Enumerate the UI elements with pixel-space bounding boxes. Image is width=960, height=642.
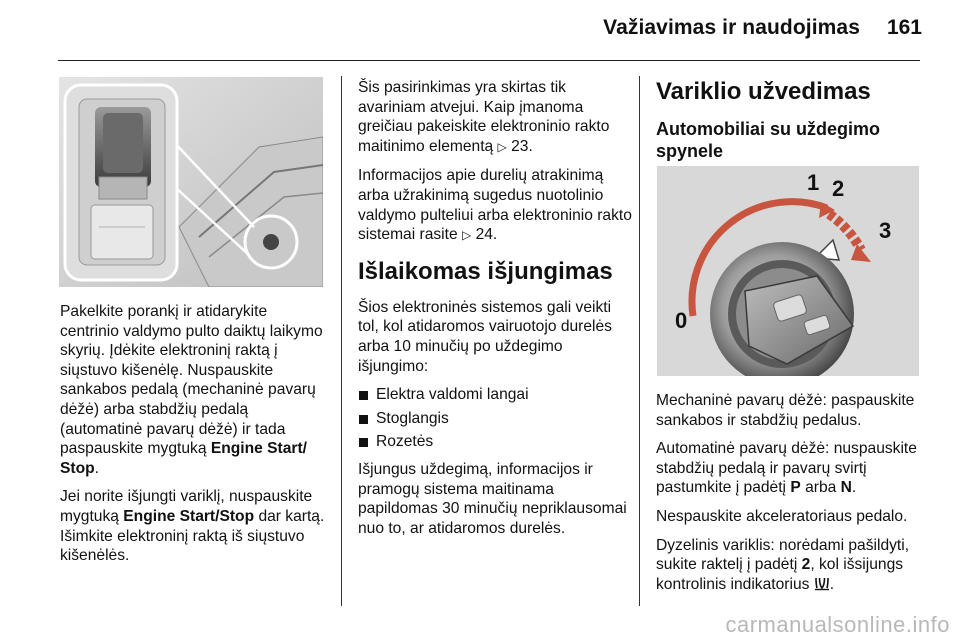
diesel-text-end: . [829, 575, 835, 593]
or-text: arba [800, 479, 841, 497]
retained-power-paragraph: Šios elektroninės sistemos gali veikti tol, kol atidaromos vairuotojo durelės arba 10 minučių po uždegimo išjungimo: [358, 298, 612, 375]
gear-p-label: P [790, 479, 801, 497]
insert-key-text-end: . [94, 459, 99, 477]
right-column [656, 78, 922, 172]
watermark: carmanualsonline.info [725, 612, 950, 637]
key-pocket-illustration [59, 77, 323, 287]
reference-arrow-icon: ▷ [462, 228, 472, 243]
ignition-positions-figure [657, 166, 919, 376]
engine-start-heading: Variklio užvedimas [656, 78, 871, 105]
automatic-transmission-paragraph [656, 439, 924, 498]
diesel-paragraph [656, 536, 924, 595]
battery-page-reference: 23. [511, 137, 533, 155]
page-number: 161 [886, 16, 922, 39]
gear-n-label: N [840, 479, 852, 497]
door-unlock-paragraph [358, 166, 632, 245]
ignition-lock-subheading: Automobiliai su uždegimo spynele [656, 119, 880, 161]
door-unlock-text: Informacijos apie durelių atrakinimą arba užrakinimą sugedus nuotolinio valdymo pulteliui arba elektroninio rakto sistemai rasite [358, 167, 632, 244]
list-item: Rozetės [358, 432, 632, 452]
manual-transmission-paragraph: Mechaninė pavarų dėžė: paspauskite sankabos ir stabdžių pedalus. [656, 392, 915, 429]
insert-key-text: Pakelkite porankį ir atidarykite centrinio valdymo pulto daiktų laikymo skyrių. Įdėkite elektroninį raktą į siųstuvo kišenėlę. Nuspauskite sankabos pedalą (mechaninė pavarų dėžė) arba stabdžių pedalą (automatinė pavarų dėžė) ir tada paspauskite mygtuką [60, 303, 323, 458]
retained-power-heading: Išlaikomas išjungimas [358, 257, 613, 285]
stop-engine-text: Jei norite išjungti variklį, nuspauskite mygtuką [60, 488, 313, 525]
emergency-paragraph [358, 78, 632, 157]
header-divider [58, 60, 920, 61]
door-page-reference: 24. [475, 226, 498, 244]
position-1-label: 1 [807, 170, 820, 195]
engine-start-stop-label-2: Engine Start/Stop [123, 507, 255, 525]
middle-column [358, 78, 632, 547]
retained-power-list [358, 385, 632, 452]
diesel-text: Dyzelinis variklis: norėdami pašildyti, sukite raktelį į padėtį [656, 536, 910, 574]
column-divider-right [639, 76, 640, 606]
list-item: Stoglangis [358, 409, 632, 429]
automatic-text-end: . [851, 479, 857, 497]
position-3-label: 3 [879, 218, 892, 243]
automatic-text: Automatinė pavarų dėžė: nuspauskite stabdžių pedalą ir pavarų svirtį pastumkite į padėtį [656, 440, 917, 497]
left-column [60, 302, 328, 575]
running-header-title: Važiavimas ir naudojimas [603, 16, 860, 39]
diesel-text-2: , kol išsijungs kontrolinis indikatorius [656, 556, 904, 593]
position-2-ref: 2 [801, 556, 811, 574]
stop-engine-paragraph [60, 487, 328, 565]
emergency-text: Šis pasirinkimas yra skirtas tik avariniam atvejui. Kaip įmanoma greičiau pakeiskite elektroninio rakto maitinimo elementą [358, 79, 610, 155]
reference-arrow-icon: ▷ [497, 139, 507, 154]
key-pocket-figure [59, 77, 323, 287]
list-item: Elektra valdomi langai [358, 385, 632, 405]
position-2-label: 2 [832, 176, 845, 201]
engine-start-stop-label: Engine Start/ Stop [60, 440, 308, 477]
infotainment-paragraph: Išjungus uždegimą, informacijos ir pramogų sistema maitinama papildomas 30 minučių nepriklausomai nuo to, ar atidaromos durelės. [358, 460, 627, 537]
accelerator-paragraph: Nespauskite akceleratoriaus pedalo. [656, 507, 908, 525]
column-divider-left [341, 76, 342, 606]
glow-plug-indicator-icon [814, 576, 830, 591]
insert-key-paragraph [60, 302, 328, 478]
right-column-body [656, 391, 924, 603]
position-0-label: 0 [675, 308, 688, 333]
stop-engine-text-end: dar kartą. Išimkite elektroninį raktą iš siųstuvo kišenėlės. [60, 507, 325, 565]
ignition-lock-illustration [657, 166, 919, 376]
